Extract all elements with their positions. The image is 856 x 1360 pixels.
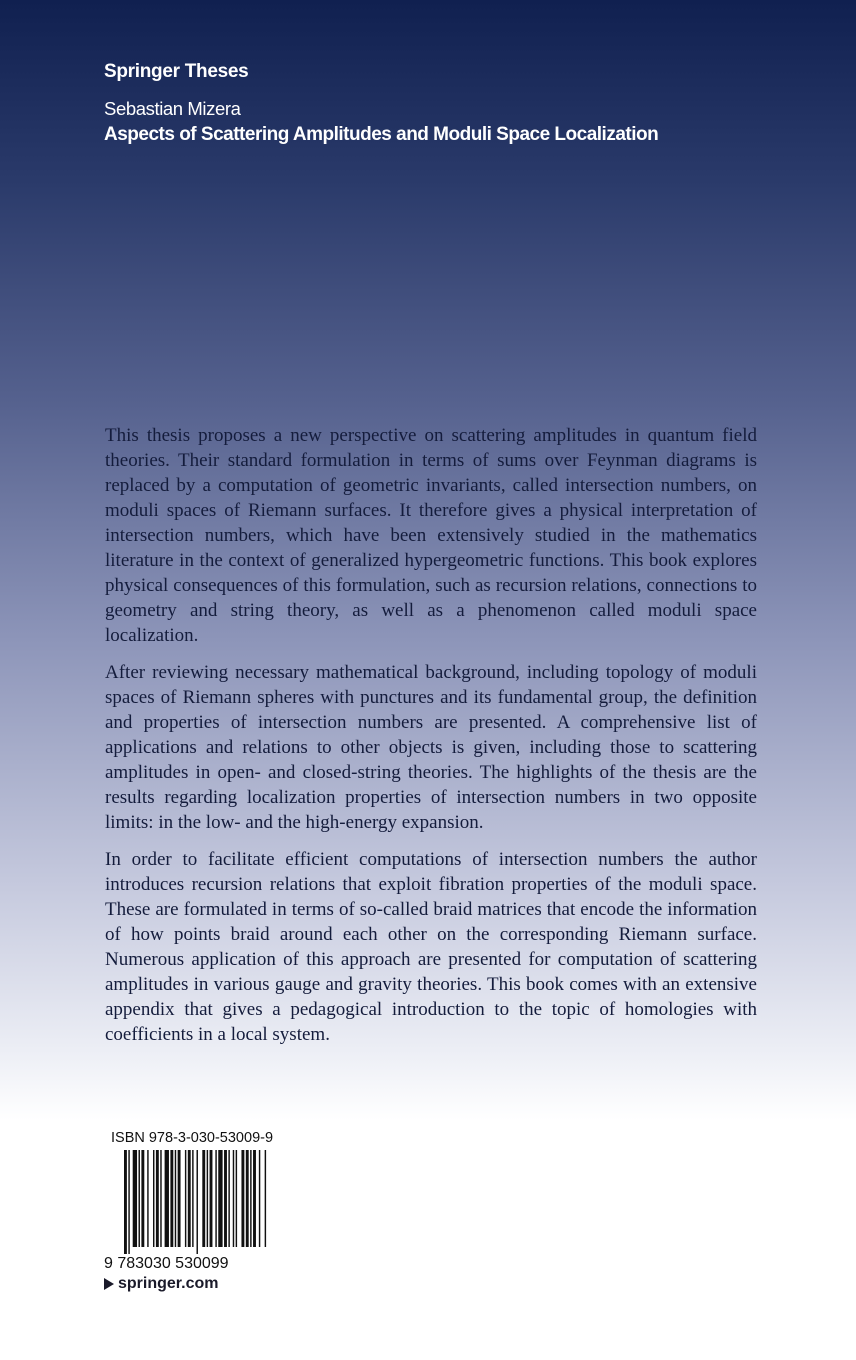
barcode-bar — [259, 1150, 260, 1247]
isbn-label: ISBN 978-3-030-53009-9 — [111, 1130, 274, 1146]
blurb-paragraph: This thesis proposes a new perspective on scattering amplitudes in quantum field theories. Their standard formulation in terms of sums over Feynman diagrams is replaced by a computation of geometric invariants, called intersection numbers, on moduli spaces of Riemann surfaces. It therefore gives a physical interpretation of intersection numbers, which have been extensively studied in the mathematics literature in the context of generalized hypergeometric functions. This book explores physical consequences of this formulation, such as recursion relations, connections to geometry and string theory, as well as a phenomenon called moduli space localization. — [105, 425, 757, 646]
barcode-bar — [197, 1150, 198, 1254]
barcode-bar — [147, 1150, 148, 1247]
triangle-arrow-icon — [104, 1278, 114, 1290]
barcode-bar — [215, 1150, 216, 1247]
barcode-bar — [218, 1150, 222, 1247]
barcode-bar — [156, 1150, 159, 1247]
barcode-bar — [207, 1150, 208, 1247]
barcode-bar — [250, 1150, 251, 1247]
barcode-bar — [124, 1150, 127, 1254]
barcode-bars — [124, 1150, 266, 1254]
barcode-bar — [192, 1150, 193, 1247]
barcode-bar — [224, 1150, 227, 1247]
barcode-bar — [228, 1150, 229, 1247]
barcode-bar — [202, 1150, 205, 1247]
barcode-bar — [188, 1150, 191, 1247]
barcode-bar — [160, 1150, 161, 1247]
barcode-bar — [153, 1150, 154, 1247]
barcode-bar — [185, 1150, 186, 1247]
barcode-bar — [141, 1150, 144, 1247]
barcode-bar — [128, 1150, 129, 1254]
website-label: springer.com — [118, 1275, 219, 1292]
barcode-bar — [165, 1150, 169, 1247]
barcode-bar — [265, 1150, 266, 1247]
cover-header — [104, 58, 804, 148]
blurb-paragraph: In order to facilitate efficient computations of intersection numbers the author introduces recursion relations that exploit fibration properties of the moduli space. These are formulated in terms of so-called braid matrices that encode the information of how points braid around each other on the corresponding Riemann surface. Numerous application of this approach are presented for computation of scattering amplitudes in various gauge and gravity theories. This book comes with an extensive appendix that gives a pedagogical introduction to the topic of homologies with coefficients in a local system. — [105, 849, 757, 1045]
blurb-paragraph: After reviewing necessary mathematical background, including topology of moduli spaces of Riemann spheres with punctures and its fundamental group, the definition and properties of intersection numbers are presented. A comprehensive list of applications and relations to other objects is given, including those to scattering amplitudes in open- and closed-string theories. The highlights of the thesis are the results regarding localization properties of intersection numbers in two opposite limits: in the low- and the high-energy expansion. — [105, 662, 757, 833]
series-name: Springer Theses — [104, 61, 249, 82]
barcode-image — [104, 1150, 274, 1272]
book-title: Aspects of Scattering Amplitudes and Moduli Space Localization — [104, 124, 659, 145]
back-cover-blurb — [105, 423, 757, 1059]
author-name: Sebastian Mizera — [104, 98, 241, 119]
barcode-bar — [233, 1150, 234, 1247]
barcode-digits: 9 783030 530099 — [104, 1255, 229, 1272]
barcode-bar — [246, 1150, 249, 1247]
isbn-block — [104, 1128, 304, 1272]
publisher-link[interactable] — [104, 1275, 218, 1293]
barcode-bar — [236, 1150, 237, 1247]
barcode-bar — [139, 1150, 140, 1247]
barcode-bar — [170, 1150, 173, 1247]
barcode-bar — [178, 1150, 181, 1247]
barcode-bar — [133, 1150, 137, 1247]
barcode-bar — [253, 1150, 256, 1247]
barcode-bar — [241, 1150, 244, 1247]
barcode-bar — [210, 1150, 213, 1247]
barcode-bar — [175, 1150, 176, 1247]
